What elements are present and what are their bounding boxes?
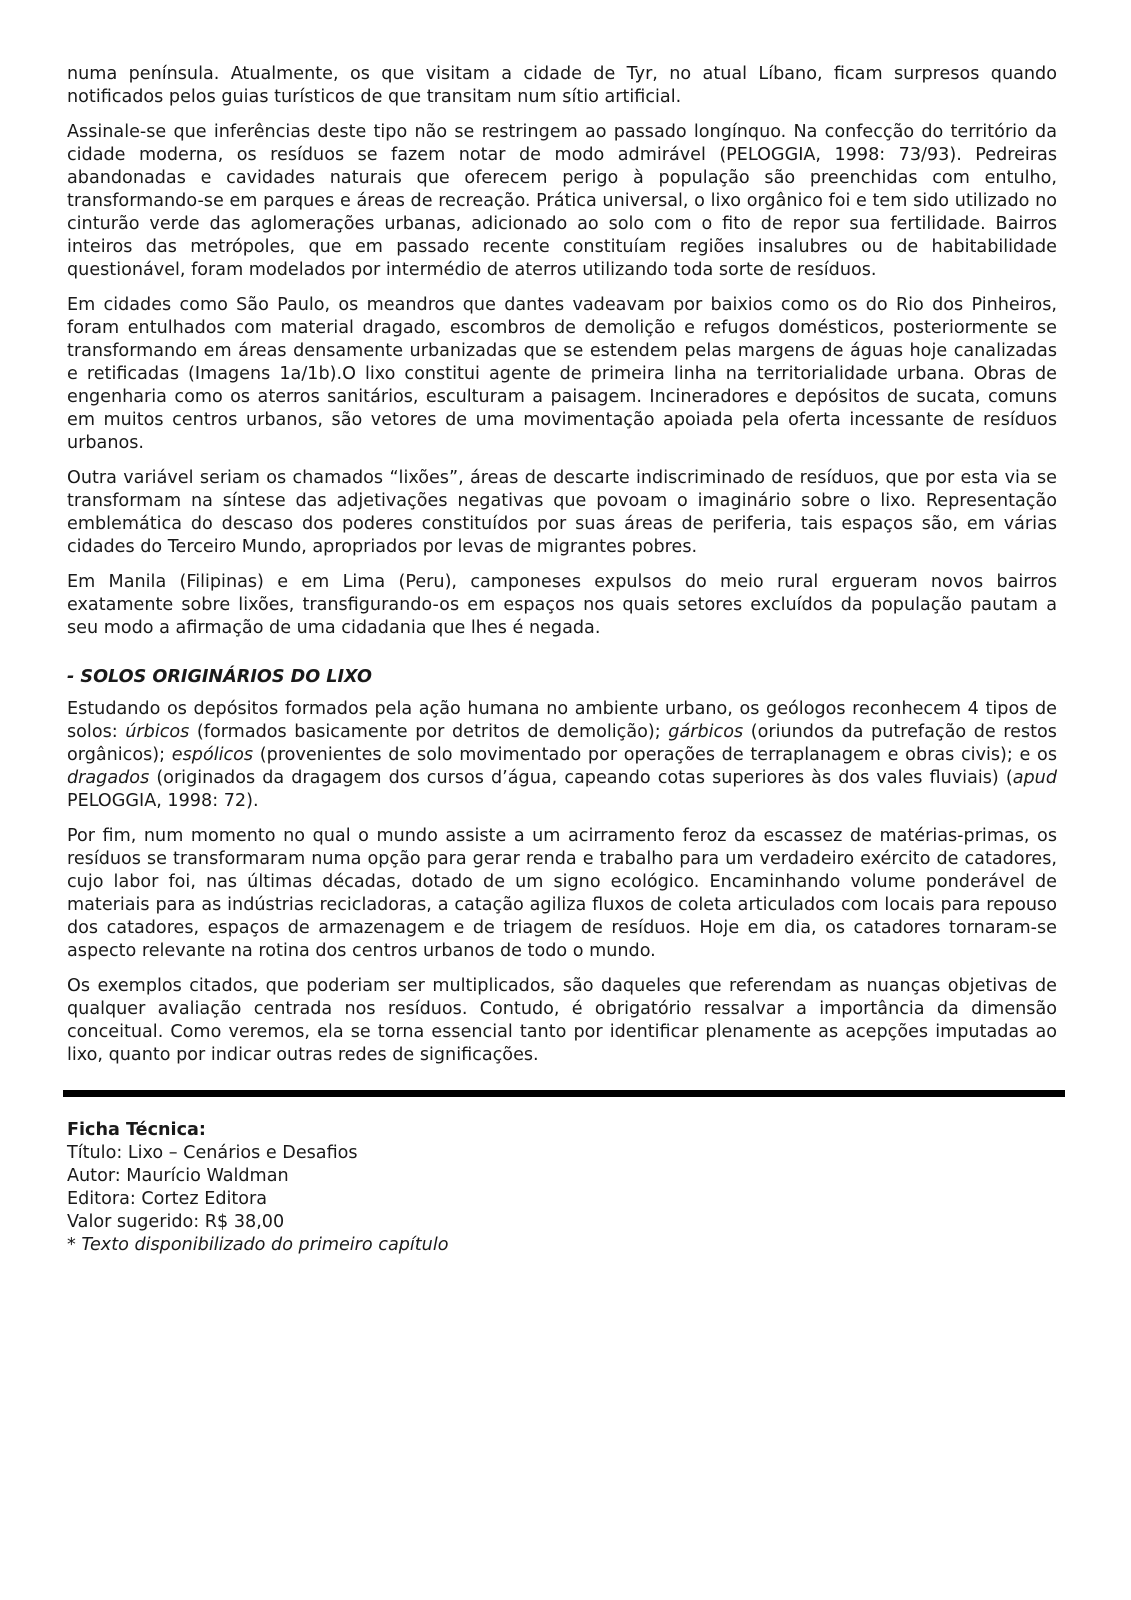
ficha-valor: Valor sugerido: R$ 38,00 — [67, 1212, 285, 1232]
citation-apud: apud — [1012, 768, 1057, 788]
ficha-autor: Autor: Maurício Waldman — [67, 1166, 289, 1186]
soil-text-3: (oriundos da putrefação de restos orgânicos); — [67, 722, 1057, 765]
soil-term-dragados: dragados — [67, 768, 150, 788]
paragraph-conclusion: Os exemplos citados, que poderiam ser multiplicados, são daqueles que referendam as nuanças objetivas de qualquer avaliação centrada nos resíduos. Contudo, é obrigatório ressalvar a importância da dimensão conceitual. Como veremos, ela se torna essencial tanto por identificar plenamente as acepções imputadas ao lixo, quanto por indicar outras redes de significações. — [67, 976, 1057, 1065]
ficha-label: Ficha Técnica: — [67, 1120, 206, 1140]
paragraph-lixoes: Outra variável seriam os chamados “lixões”, áreas de descarte indiscriminado de resíduos, que por esta via se transformam na síntese das adjetivações negativas que povoam o imaginário sobre o lixo. Representação emblemática do descaso dos poderes constituídos por suas áreas de periferia, tais espaços são, em várias cidades do Terceiro Mundo, apropriados por levas de migrantes pobres. — [67, 468, 1057, 557]
paragraph-soil-types — [67, 698, 1057, 813]
soil-term-espolicos: espólicos — [171, 745, 254, 765]
paragraph-sao-paulo: Em cidades como São Paulo, os meandros que dantes vadeavam por baixios como os do Rio dos Pinheiros, foram entulhados com material dragado, escombros de demolição e refugos domésticos, posteriormente se transformando em áreas densamente urbanizadas que se estendem pelas margens de águas hoje canalizadas e retificadas (Imagens 1a/1b).O lixo constitui agente de primeira linha na territorialidade urbana. Obras de engenharia como os aterros sanitários, esculturam a paisagem. Incineradores e depósitos de sucata, comuns em muitos centros urbanos, são vetores de uma movimentação apoiada pela oferta incessante de resíduos urbanos. — [67, 295, 1057, 453]
ficha-editora: Editora: Cortez Editora — [67, 1189, 268, 1209]
paragraph-catadores: Por fim, num momento no qual o mundo assiste a um acirramento feroz da escassez de matérias-primas, os resíduos se transformaram numa opção para gerar renda e trabalho para um verdadeiro exército de catadores, cujo labor foi, nas últimas décadas, dotado de um signo ecológico. Encaminhando volume ponderável de materiais para as indústrias recicladoras, a catação agiliza fluxos de coleta articulados com locais para repouso dos catadores, espaços de armazenagem e de triagem de resíduos. Hoje em dia, os catadores tornaram-se aspecto relevante na rotina dos centros urbanos de todo o mundo. — [67, 826, 1057, 961]
ficha-titulo: Título: Lixo – Cenários e Desafios — [67, 1143, 358, 1163]
paragraph-manila-lima: Em Manila (Filipinas) e em Lima (Peru), camponeses expulsos do meio rural ergueram novos bairros exatamente sobre lixões, transfigurando-os em espaços nos quais setores excluídos da população pautam a seu modo a afirmação de uma cidadania que lhes é negada. — [67, 572, 1057, 638]
section-title: - SOLOS ORIGINÁRIOS DO LIXO — [67, 667, 372, 687]
soil-text-5: (originados da dragagem dos cursos d’água, capeando cotas superiores às dos vales fluviais) ( — [149, 768, 1013, 788]
soil-term-garbicos: gárbicos — [668, 722, 744, 742]
paragraph-tyr: numa península. Atualmente, os que visitam a cidade de Tyr, no atual Líbano, ficam surpresos quando notificados pelos guias turísticos de que transitam num sítio artificial. — [67, 64, 1057, 107]
paragraph-modern-city: Assinale-se que inferências deste tipo não se restringem ao passado longínquo. Na confecção do território da cidade moderna, os resíduos se fazem notar de modo admirável (PELOGGIA, 1998: 73/93). Pedreiras abandonadas e cavidades naturais que oferecem perigo à população são preenchidas com entulho, transformando-se em parques e áreas de recreação. Prática universal, o lixo orgânico foi e tem sido utilizado no cinturão verde das aglomerações urbanas, adicionado ao solo com o fito de repor sua fertilidade. Bairros inteiros das metrópoles, que em passado recente constituíam regiões insalubres ou de habitabilidade questionável, foram modelados por intermédio de aterros utilizando toda sorte de resíduos. — [67, 122, 1057, 280]
ficha-nota: * Texto disponibilizado do primeiro capítulo — [67, 1235, 449, 1255]
soil-text-1: Estudando os depósitos formados pela ação humana no ambiente urbano, os geólogos reconhecem 4 tipos de solos: — [67, 699, 1057, 742]
soil-term-urbicos: úrbicos — [125, 722, 190, 742]
document-page — [67, 63, 1057, 1257]
ficha-tecnica — [67, 1119, 1057, 1257]
soil-text-2: (formados basicamente por detritos de demolição); — [189, 722, 669, 742]
horizontal-rule — [63, 1090, 1065, 1097]
soil-text-4: (provenientes de solo movimentado por operações de terraplanagem e obras civis); e os — [253, 745, 1057, 765]
soil-text-6: PELOGGIA, 1998: 72). — [67, 791, 259, 811]
